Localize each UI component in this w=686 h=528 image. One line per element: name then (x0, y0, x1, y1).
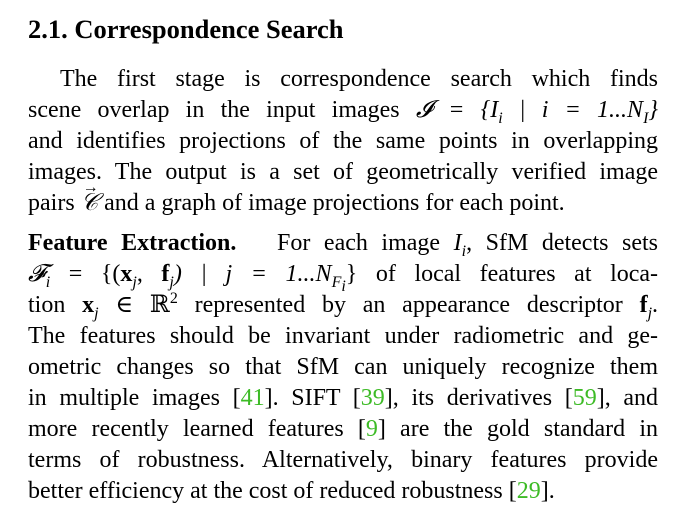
paragraph-heading: Feature Extraction. (28, 230, 237, 256)
paragraph2-line6 (28, 383, 658, 414)
citation-link[interactable]: 9 (365, 416, 378, 442)
paragraph2-line4 (28, 321, 658, 352)
text-span: ] are the gold standard in (377, 416, 659, 442)
text-span: tion (28, 292, 66, 318)
text-span: scene overlap in the input images (28, 97, 400, 123)
paragraph2-line8 (28, 445, 658, 476)
paragraph1-line5 (28, 188, 658, 219)
paragraph2-line5 (28, 352, 658, 383)
citation-link[interactable]: 29 (516, 478, 541, 504)
paragraph1-line4 (28, 157, 658, 188)
text-span: of local features at loca- (375, 261, 659, 287)
text-span: ]. SIFT [ (264, 385, 361, 411)
paragraph2-line7 (28, 414, 658, 445)
text-span: ], and (596, 385, 658, 411)
math-location: $x_j$ ∈ ℝ$^2$ (82, 290, 178, 322)
paragraph2-line2 (28, 259, 659, 295)
text-span: and identifies projections of the same points in overlapping (28, 128, 658, 154)
text-span: and a graph of image projections for each point. (104, 190, 565, 216)
text-span: The first stage is correspondence search which finds (60, 66, 658, 92)
paragraph2-line1 (28, 228, 658, 259)
section-title: Correspondence Search (74, 14, 344, 44)
math-descriptor: $f_j$. (639, 292, 659, 322)
text-span: For each image (277, 230, 441, 256)
math-pairs-c: → 𝒞 (81, 188, 99, 219)
citation-link[interactable]: 39 (360, 385, 385, 411)
citation-link[interactable]: 41 (240, 385, 265, 411)
text-span: The features should be invariant under radiometric and ge- (28, 323, 658, 349)
section-heading (28, 14, 344, 45)
paragraph1-line3 (28, 126, 658, 157)
text-span: pairs (28, 190, 75, 216)
text-span: in multiple images [ (28, 385, 241, 411)
math-image-i: $I_i$ (453, 230, 467, 260)
paragraph1-line1 (28, 64, 658, 95)
text-span: represented by an appearance descriptor (194, 292, 623, 318)
text-span: better efficiency at the cost of reduced robustness [ (28, 478, 517, 504)
paragraph1-line2 (28, 95, 658, 126)
math-image-set: 𝓘 = {$I_i$ | $i = 1...N_I$} (415, 97, 659, 127)
text-span: ], its derivatives [ (384, 385, 573, 411)
text-span: ]. (540, 478, 555, 504)
math-feature-set: 𝓕$_i$ = {($x_j$, $f_j$) | $j = 1...N_{F_i}$} (28, 261, 358, 295)
text-span: ometric changes so that SfM can uniquely recognize them (28, 354, 658, 380)
paragraph2-line9 (28, 476, 658, 507)
citation-link[interactable]: 59 (572, 385, 597, 411)
text-span: , SfM detects sets (466, 230, 659, 256)
section-number: 2.1. (28, 14, 68, 44)
text-span: terms of robustness. Alternatively, binary features provide (28, 447, 658, 473)
text-span: more recently learned features [ (28, 416, 366, 442)
text-span: images. The output is a set of geometrically verified image (28, 159, 658, 185)
paragraph2-line3 (28, 290, 658, 321)
